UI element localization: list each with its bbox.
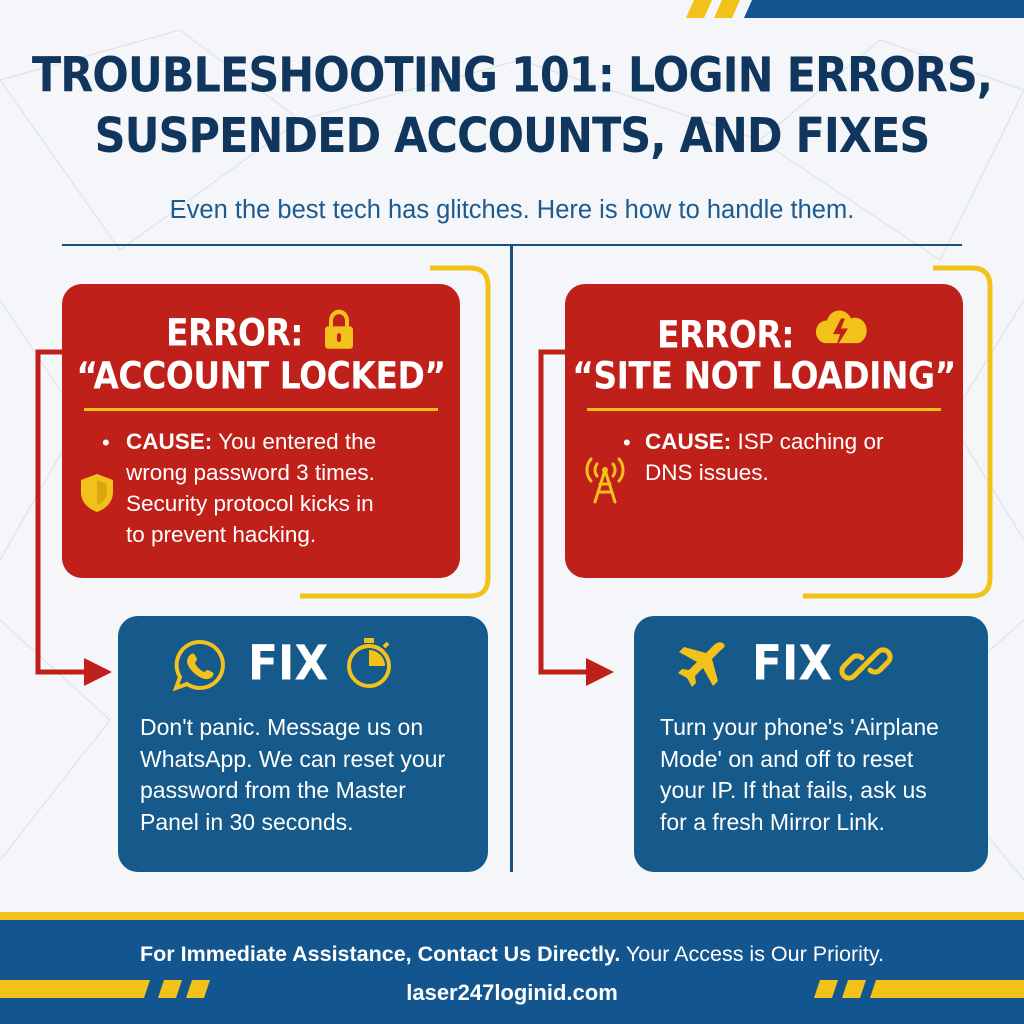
error-heading-prefix: ERROR: — [62, 310, 460, 355]
cause-text: CAUSE: ISP caching or DNS issues. — [645, 429, 884, 485]
footer-website-link[interactable]: laser247loginid.com — [406, 980, 618, 1005]
lock-icon — [322, 310, 356, 350]
cause-text: CAUSE: You entered the wrong password 3 times. Security protocol kicks in to prevent hacking. — [126, 429, 377, 547]
error-title-rule — [587, 408, 941, 411]
title-line-2: SUSPENDED ACCOUNTS, AND FIXES — [94, 108, 930, 165]
whatsapp-icon — [172, 638, 226, 692]
error-card-site-not-loading — [565, 284, 963, 578]
error-card-account-locked — [62, 284, 460, 578]
footer-bold-text: For Immediate Assistance, Contact Us Directly. — [140, 942, 621, 966]
footer-message — [0, 942, 1024, 967]
cause-bullet: • — [102, 430, 110, 455]
fix-heading: FIX — [752, 635, 833, 692]
fix-heading: FIX — [248, 635, 329, 692]
shield-icon — [78, 472, 116, 514]
link-icon — [840, 638, 892, 690]
stopwatch-icon — [344, 636, 394, 690]
fix-text: Turn your phone's 'Airplane Mode' on and off to reset your IP. If that fails, ask us for a fresh Mirror Link. — [660, 714, 939, 835]
error-heading-prefix: ERROR: — [565, 309, 963, 356]
title-line-1: TROUBLESHOOTING 101: LOGIN ERRORS, — [31, 47, 993, 104]
airplane-icon — [676, 640, 728, 692]
cloud-lightning-icon — [811, 309, 871, 349]
fix-card-account-locked — [118, 616, 488, 872]
footer-banner — [0, 912, 1024, 1024]
error-name: “SITE NOT LOADING” — [572, 353, 956, 398]
footer-top-rule — [0, 912, 1024, 920]
fix-card-site-not-loading — [634, 616, 988, 872]
error-name: “ACCOUNT LOCKED” — [76, 353, 446, 398]
fix-text: Don't panic. Message us on WhatsApp. We can reset your password from the Master Panel in 30 seconds. — [140, 714, 446, 835]
cause-bullet: • — [623, 430, 631, 455]
footer-regular-text: Your Access is Our Priority. — [620, 942, 884, 966]
page-subtitle: Even the best tech has glitches. Here is how to handle them. — [169, 196, 855, 224]
signal-tower-icon — [585, 456, 625, 506]
error-title-rule — [84, 408, 438, 411]
